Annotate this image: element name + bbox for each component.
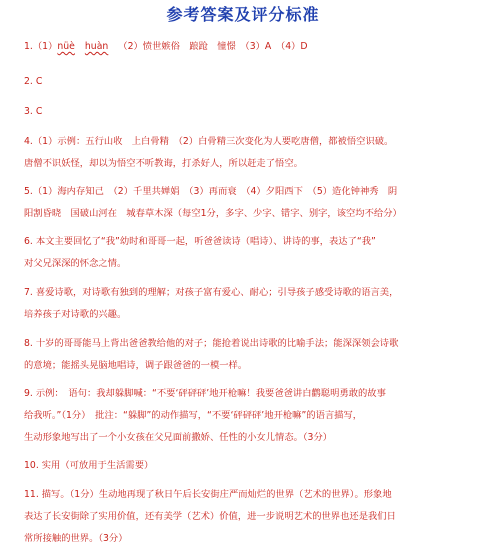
answer-7-line-1: 7. 喜爱诗歌，对诗歌有独到的理解；对孩子富有爱心、耐心；引导孩子感受诗歌的语言美， [24,287,399,298]
answer-3 [24,101,472,123]
answer-5 [24,181,472,225]
answer-9-line-1: 9. 示例： 语句：我却躲脚喊：“不要‘砰砰砰’地开枪嘛！我要爸爸讲白鹳聪明勇敢的故事 [24,388,386,399]
answer-1-pinyin-2: huàn [84,41,109,52]
answer-1-rest: （2）愤世嫉俗 踉跄 憧憬 （3）A （4）D [118,41,308,52]
answer-8 [24,333,472,377]
answer-11 [24,484,472,550]
answer-5-line-2: 阳割昏晓 国破山河在 城春草木深（每空1分，多字、少字、错字、别字，该空均不给分） [24,208,402,219]
answer-8-line-1: 8. 十岁的哥哥能马上背出爸爸教给他的对子；能抢着说出诗歌的比喻手法；能深深领会诗歌 [24,338,399,349]
answer-4 [24,131,472,175]
page-title: 参考答案及评分标准 [166,5,320,24]
answer-11-line-3: 常所接触的世界。（3分） [24,533,128,544]
answer-6-line-2: 对父兄深深的怀念之情。 [24,258,127,269]
answer-7-line-2: 培养孩子对诗歌的兴趣。 [24,309,127,320]
answer-4-line-2: 唐僧不识妖怪，却以为悟空不听教诲，打杀好人，所以赶走了悟空。 [24,158,303,169]
answer-10-text: 10. 实用（可放用于生活需要） [24,460,154,471]
answer-5-line-1: 5.（1）海内存知己 （2）千里共婵娟 （3）再而衰 （4）夕阳西下 （5）造化钟神秀 阴 [24,186,398,197]
answer-3-text: 3. C [24,106,43,117]
answer-11-line-2: 表达了长安街除了实用价值，还有美学（艺术）价值，进一步说明艺术的世界也还是我们日 [24,511,396,522]
answer-1 [24,36,472,58]
answer-10 [24,455,472,477]
answer-4-line-1: 4.（1）示例：五行山收 上白骨精 （2）白骨精三次变化为人要吃唐僧，都被悟空识破。 [24,136,394,147]
answer-8-line-2: 的意境；能摇头晃脑地唱诗，调子跟爸爸的一模一样。 [24,360,248,371]
answer-1-prefix: 1.（1） [24,41,58,52]
answer-7 [24,282,472,326]
answer-9 [24,383,472,449]
answer-9-line-2: 给我听。”（1分） 批注：“躲脚”的动作描写，“不要‘砰砰砰’地开枪嘛”的语言描写， [24,410,363,421]
answer-2 [24,71,472,93]
answer-6 [24,231,472,275]
answer-6-line-1: 6. 本文主要回忆了“我”幼时和哥哥一起，听爸爸读诗（唱诗）、讲诗的事，表达了“我” [24,236,376,247]
answer-9-line-3: 生动形象地写出了一个小女孩在父兄面前撒娇、任性的小女儿情态。（3分） [24,432,333,443]
answer-2-text: 2. C [24,76,43,87]
answer-11-line-1: 11. 描写。（1分）生动地再现了秋日午后长安街庄严而灿烂的世界（艺术的世界）。形象地 [24,489,392,500]
answer-1-pinyin-1: nüè [57,41,75,52]
